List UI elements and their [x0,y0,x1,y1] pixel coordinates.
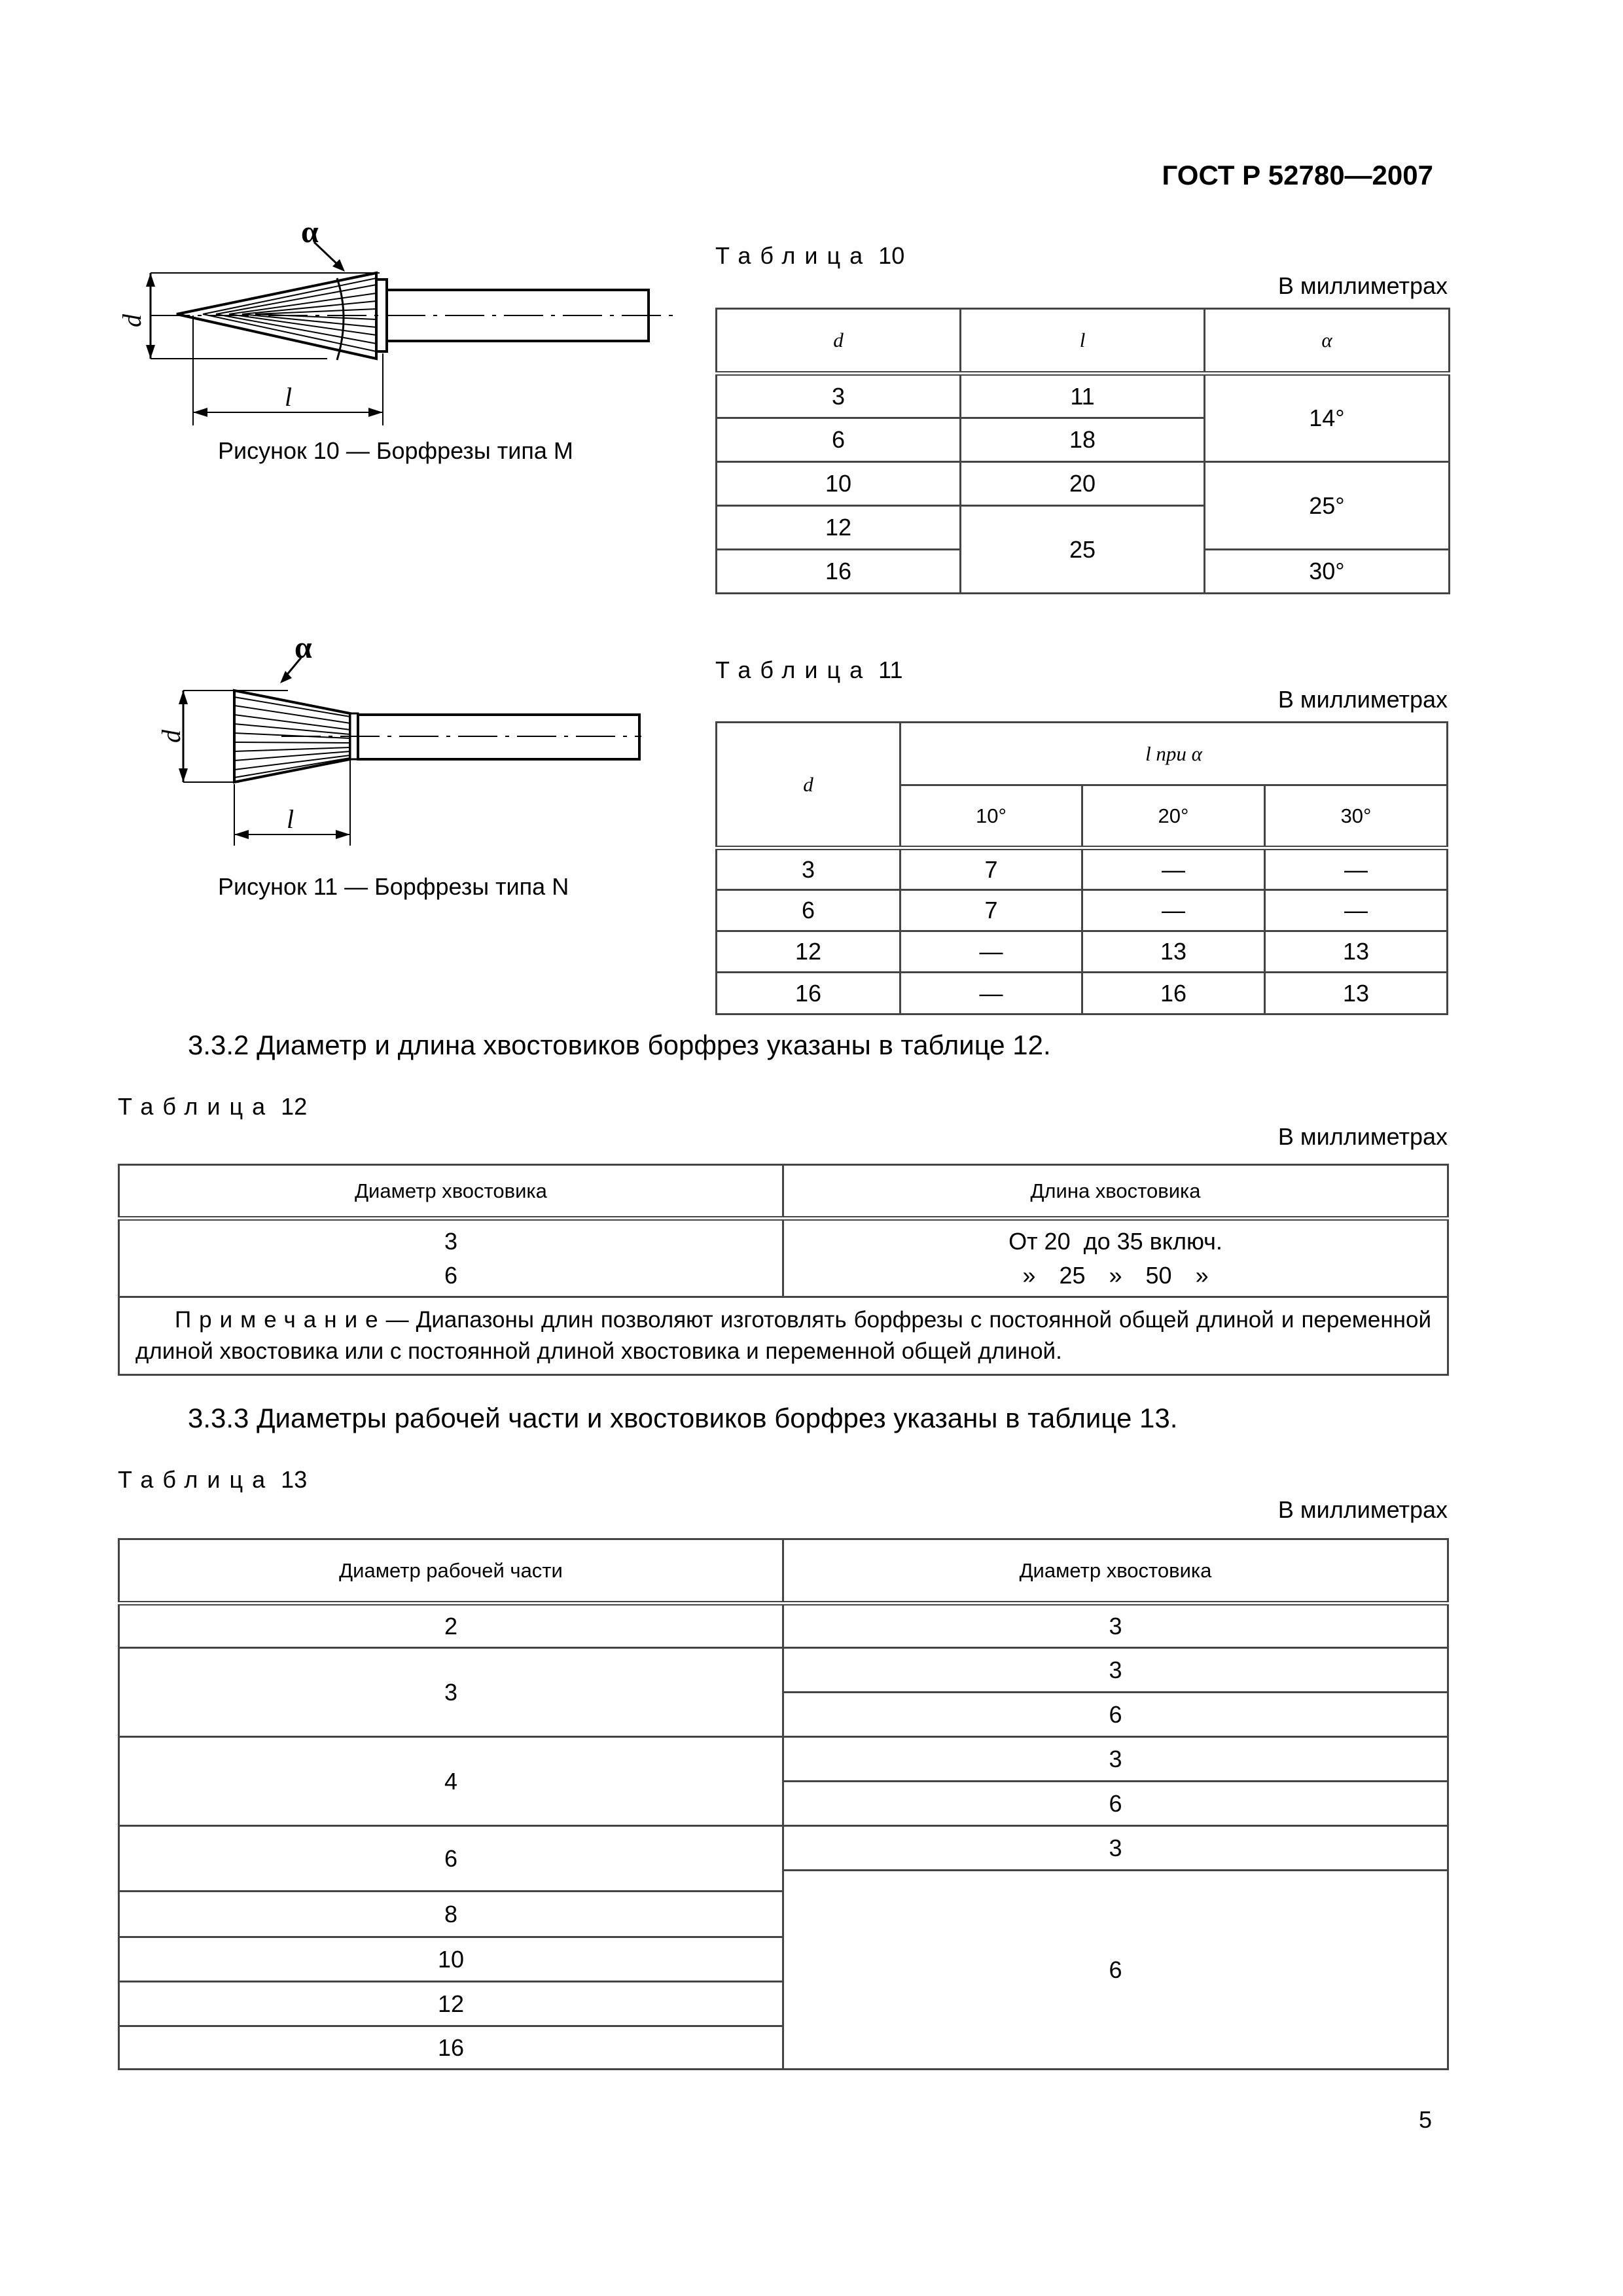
table-cell: — [901,973,1082,1014]
table-cell: 2 [119,1604,783,1648]
table-cell: 7 [901,890,1082,931]
table-cell: 20 [961,462,1205,506]
table-cell: 6 [717,890,901,931]
table-cell: — [1265,848,1448,890]
table-cell: 3 [783,1737,1448,1782]
table-cell: — [1082,848,1265,890]
table-12-unit: В миллиметрах [1277,1123,1448,1150]
length-range-row: » 25 » 50 » [1022,1261,1209,1289]
table-10-title: Таблица 10 [715,242,905,269]
table-cell: 14° [1205,374,1450,462]
table-cell: 12 [717,931,901,973]
dimension-l-label: l [285,382,293,412]
table-cell [119,1219,783,1297]
table-cell: 10 [717,462,961,506]
table-cell: 6 [783,1782,1448,1826]
table-cell: 3 [717,374,961,418]
table-13 [118,1538,1449,2070]
table-cell: 18 [961,418,1205,462]
table-cell: 13 [1082,931,1265,973]
document-header: ГОСТ Р 52780—2007 [1162,160,1433,190]
table-cell: 16 [119,2026,783,2070]
diameter-value: 3 [444,1227,458,1255]
figure-10-drawing [117,215,687,432]
col-shank-diameter-header: Диаметр хвостовика [783,1539,1448,1604]
col-shank-diameter-header: Диаметр хвостовика [119,1165,783,1219]
table-cell: 6 [119,1826,783,1892]
table-cell: 30° [1205,550,1450,594]
table-cell [783,1219,1448,1297]
subcol-header: 30° [1265,785,1448,848]
page-number: 5 [1418,2106,1432,2133]
table-cell: 3 [783,1826,1448,1871]
col-l-header: l [961,309,1205,374]
dimension-d-label-n: d [156,730,186,743]
table-cell: 13 [1265,931,1448,973]
table-cell: 8 [119,1892,783,1937]
diameter-value: 6 [444,1261,458,1289]
table-cell: — [901,931,1082,973]
col-group-header: l при α [901,723,1448,785]
table-11-title: Таблица 11 [715,656,903,683]
table-cell: 4 [119,1737,783,1826]
table-cell: 25 [961,506,1205,594]
col-d-header: d [717,723,901,848]
col-work-diameter-header: Диаметр рабочей части [119,1539,783,1604]
table-cell: 25° [1205,462,1450,550]
subcol-header: 10° [901,785,1082,848]
col-shank-length-header: Длина хвостовика [783,1165,1448,1219]
table-cell: 12 [119,1982,783,2026]
table-cell: 11 [961,374,1205,418]
table-11 [715,721,1448,1015]
alpha-label-n: α [294,630,312,665]
dimension-d-label: d [117,314,147,327]
paragraph-3-3-2: 3.3.2 Диаметр и длина хвостовиков борфрез указаны в таблице 12. [188,1030,1051,1060]
table-cell: 7 [901,848,1082,890]
dimension-l-label-n: l [287,804,294,834]
table-cell: 16 [717,973,901,1014]
note-text: — Диапазоны длин позволяют изготовлять борфрезы с постоянной общей длиной и переменной длиной хвостовика или с постоянной длиной хвостовика и переменной общей длиной. [135,1307,1431,1364]
table-cell: 3 [717,848,901,890]
figure-10-caption: Рисунок 10 — Борфрезы типа M [218,437,573,464]
col-d-header: d [717,309,961,374]
table-cell: 3 [783,1604,1448,1648]
note-label: Примечание [175,1307,386,1333]
figure-11-caption: Рисунок 11 — Борфрезы типа N [218,873,569,900]
table-cell: 3 [119,1648,783,1737]
table-cell: 10 [119,1937,783,1982]
table-cell: 16 [1082,973,1265,1014]
table-cell: 16 [717,550,961,594]
paragraph-3-3-3: 3.3.3 Диаметры рабочей части и хвостовиков борфрез указаны в таблице 13. [188,1403,1178,1433]
col-alpha-header: α [1205,309,1450,374]
table-cell: — [1265,890,1448,931]
table-cell: 6 [783,1693,1448,1737]
alpha-label: α [301,215,319,249]
table-cell: — [1082,890,1265,931]
table-13-unit: В миллиметрах [1277,1496,1448,1523]
table-cell: 6 [717,418,961,462]
subcol-header: 20° [1082,785,1265,848]
table-11-unit: В миллиметрах [1277,686,1448,713]
figure-11-drawing [156,630,654,851]
table-cell: 3 [783,1648,1448,1693]
table-10 [715,308,1450,594]
table-13-title: Таблица 13 [118,1466,308,1493]
table-10-unit: В миллиметрах [1277,272,1448,299]
length-range-row: От 20 до 35 включ. [1008,1227,1222,1255]
table-cell: 6 [783,1871,1448,2070]
table-12 [118,1164,1449,1376]
table-cell: 13 [1265,973,1448,1014]
table-12-note [119,1297,1448,1375]
table-12-title: Таблица 12 [118,1093,308,1120]
table-cell: 12 [717,506,961,550]
